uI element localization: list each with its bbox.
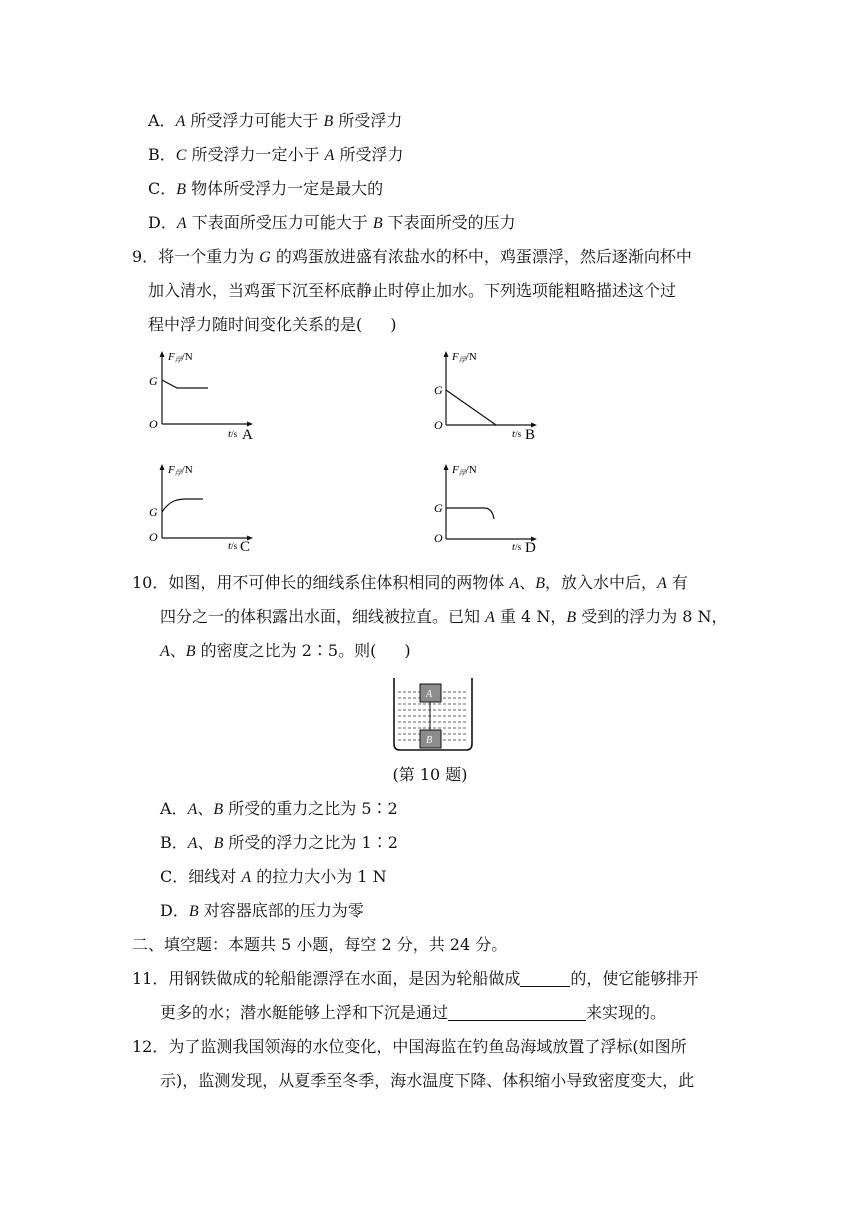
- q11-blank-2[interactable]: [448, 1002, 586, 1021]
- q9-line-2: 加入清水，当鸡蛋下沉至杯底静止时停止加水。下列选项能粗略描述这个过: [148, 281, 677, 300]
- x-axis-label: t/s: [512, 541, 522, 553]
- block-b-label: B: [426, 735, 433, 746]
- x-axis-label: t/s: [228, 428, 238, 440]
- q10-option-c: C．细线对 A 的拉力大小为 1 N: [160, 867, 387, 886]
- q8-option-c: C．B 物体所受浮力一定是最大的: [148, 179, 384, 198]
- q10-figure-container: [392, 674, 474, 758]
- q10-line-2: 四分之一的体积露出水面，细线被拉直。已知 A 重 4 N，B 受到的浮力为 8 N，: [160, 607, 728, 626]
- q11-blank-1[interactable]: [520, 968, 570, 987]
- q11-line-2: 更多的水；潜水艇能够上浮和下沉是通过 来实现的。: [160, 1003, 667, 1022]
- q12-line-2: 示)，监测发现，从夏季至冬季，海水温度下降、体积缩小导致密度变大，此: [160, 1071, 695, 1090]
- q10-figure-caption: (第 10 题): [392, 765, 468, 784]
- q12-line-1: 12．为了监测我国领海的水位变化，中国海监在钓鱼岛海域放置了浮标(如图所: [132, 1037, 687, 1056]
- q8-option-b: B．C 所受浮力一定小于 A 所受浮力: [148, 145, 404, 164]
- q9-line-3: 程中浮力随时间变化关系的是( ): [148, 315, 397, 334]
- x-axis-label: t/s: [228, 540, 238, 552]
- q8-option-a: A．A 所受浮力可能大于 B 所受浮力: [148, 111, 403, 130]
- section-heading: 二、填空题：本题共 5 小题，每空 2 分，共 24 分。: [132, 935, 508, 954]
- g-tick-label: G: [149, 374, 158, 388]
- x-axis-label: t/s: [512, 428, 522, 440]
- q9-graph-c[interactable]: [140, 460, 265, 560]
- y-axis-label: F浮/N: [452, 464, 477, 477]
- q10-option-b: B．A、B 所受的浮力之比为 1∶2: [160, 833, 398, 852]
- option-label-a: A: [242, 427, 253, 443]
- q10-line-3: A、B 的密度之比为 2∶5。则( ): [160, 641, 411, 660]
- q11-line-1: 11．用钢铁做成的轮船能漂浮在水面，是因为轮船做成 的，使它能够排开: [132, 969, 699, 988]
- q10-option-a: A．A、B 所受的重力之比为 5∶2: [160, 799, 398, 818]
- y-axis-label: F浮/N: [168, 464, 193, 477]
- origin-label: O: [434, 418, 443, 432]
- origin-label: O: [149, 530, 158, 544]
- q9-graph-b[interactable]: [424, 345, 549, 447]
- q10-option-d: D．B 对容器底部的压力为零: [160, 901, 364, 920]
- q9-line-1: 9．将一个重力为 G 的鸡蛋放进盛有浓盐水的杯中，鸡蛋漂浮，然后逐渐向杯中: [132, 247, 692, 266]
- option-label-b: B: [525, 427, 536, 443]
- y-axis-label: F浮/N: [452, 351, 477, 364]
- origin-label: O: [149, 417, 158, 431]
- q9-graph-d[interactable]: [424, 459, 549, 560]
- g-tick-label: G: [434, 501, 443, 515]
- option-label-d: D: [525, 540, 536, 556]
- q10-line-1: 10．如图，用不可伸长的细线系住体积相同的两物体 A、B，放入水中后，A 有: [132, 573, 688, 592]
- g-tick-label: G: [434, 383, 443, 397]
- option-label-c: C: [240, 539, 251, 555]
- block-a-label: A: [426, 689, 433, 700]
- origin-label: O: [434, 531, 443, 545]
- g-tick-label: G: [149, 505, 158, 519]
- q8-option-d: D．A 下表面所受压力可能大于 B 下表面所受的压力: [148, 213, 516, 232]
- q9-graph-a[interactable]: [140, 348, 265, 447]
- y-axis-label: F浮/N: [168, 351, 193, 364]
